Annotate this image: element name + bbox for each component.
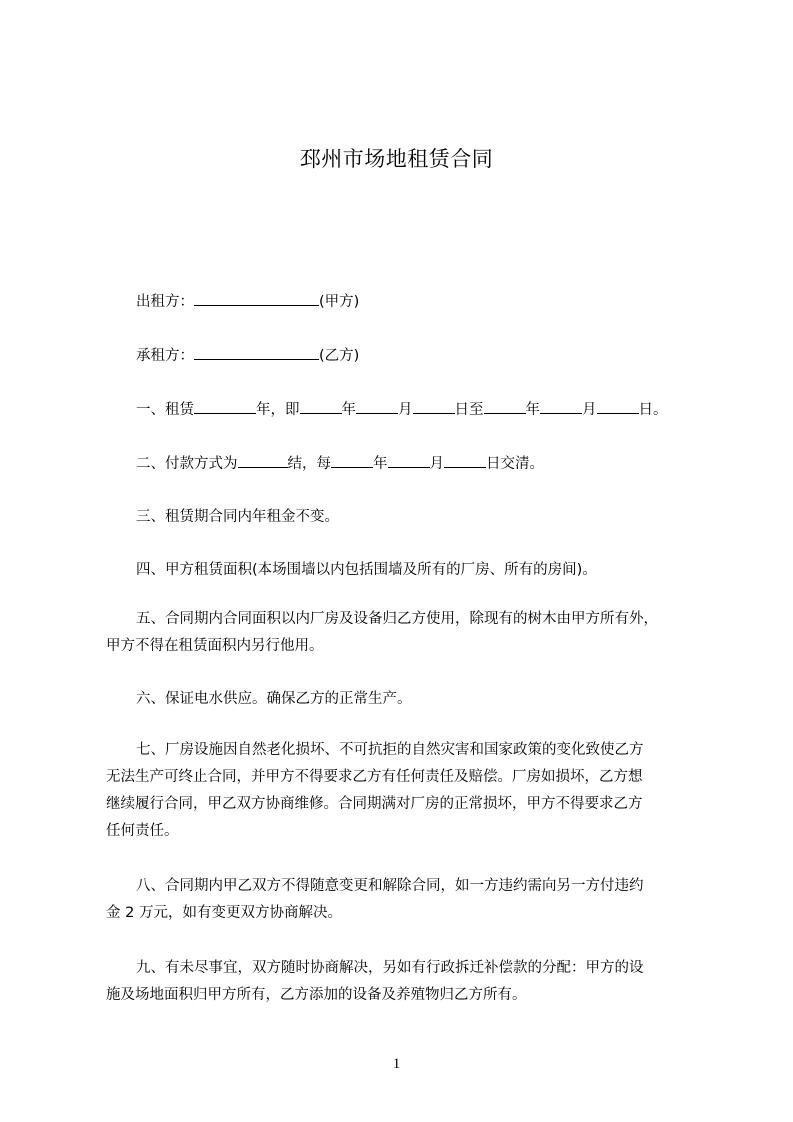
clause-1-text: 月	[582, 402, 597, 418]
clause-3: 三、租赁期合同内年租金不变。	[136, 509, 339, 525]
pay-year-blank[interactable]	[331, 454, 373, 468]
clause-2-text: 月	[429, 456, 444, 472]
clause-2-text: 结，每	[287, 456, 331, 472]
clause-8	[106, 873, 710, 927]
lessor-suffix: (甲方)	[319, 294, 360, 310]
lessor-label: 出租方：	[136, 294, 194, 310]
lessor-name-blank[interactable]	[194, 292, 319, 306]
clause-7-line: 继续履行合同，甲乙双方协商维修。合同期满对厂房的正常损坏，甲方不得要求乙方	[106, 796, 643, 812]
clause-6: 六、保证电水供应。确保乙方的正常生产。	[136, 691, 412, 707]
clause-1	[106, 400, 736, 419]
clause-2-text: 年	[373, 456, 388, 472]
clause-1-text: 年	[525, 402, 540, 418]
lessee-label: 承租方：	[136, 348, 194, 364]
pay-day-blank[interactable]	[444, 454, 486, 468]
lessor-line	[106, 292, 736, 311]
clause-4: 四、甲方租赁面积(本场围墙以内包括围墙及所有的厂房、所有的房间)。	[136, 562, 597, 578]
clause-7-line: 任何责任。	[106, 823, 179, 839]
clause-5	[106, 606, 710, 660]
page-number: 1	[392, 1056, 401, 1072]
lessee-line	[106, 346, 736, 365]
clause-1-text: 年	[341, 402, 356, 418]
clause-1-prefix: 一、租赁	[136, 402, 194, 418]
end-month-blank[interactable]	[540, 400, 582, 414]
clause-7-line: 无法生产可终止合同，并甲方不得要求乙方有任何责任及赔偿。厂房如损坏，乙方想	[106, 769, 643, 785]
clause-5-line: 五、合同期内合同面积以内厂房及设备归乙方使用，除现有的树木由甲方所有外，	[136, 611, 658, 627]
pay-month-blank[interactable]	[388, 454, 430, 468]
lessee-name-blank[interactable]	[194, 346, 319, 360]
clause-8-line: 金 2 万元，如有变更双方协商解决。	[106, 905, 342, 921]
clause-9	[106, 955, 710, 1009]
clause-1-text: 月	[398, 402, 413, 418]
start-month-blank[interactable]	[356, 400, 398, 414]
start-year-blank[interactable]	[300, 400, 342, 414]
clause-9-line: 九、有未尽事宜，双方随时协商解决，另如有行政拆迁补偿款的分配：甲方的设	[136, 960, 644, 976]
clause-5-line: 甲方不得在租赁面积内另行他用。	[106, 638, 324, 654]
clause-2-prefix: 二、付款方式为	[136, 456, 238, 472]
lease-years-blank[interactable]	[194, 400, 256, 414]
end-day-blank[interactable]	[597, 400, 639, 414]
clause-2	[106, 454, 736, 473]
lessee-suffix: (乙方)	[319, 348, 360, 364]
clause-1-text: 年，即	[256, 402, 300, 418]
clause-8-line: 八、合同期内甲乙双方不得随意变更和解除合同，如一方违约需向另一方付违约	[136, 878, 644, 894]
clause-1-text: 日至	[454, 402, 484, 418]
end-year-blank[interactable]	[484, 400, 526, 414]
clause-1-text: 日。	[638, 402, 668, 418]
clause-7	[106, 737, 710, 845]
start-day-blank[interactable]	[413, 400, 455, 414]
clause-7-line: 七、厂房设施因自然老化损坏、不可抗拒的自然灾害和国家政策的变化致使乙方	[136, 742, 644, 758]
settlement-type-blank[interactable]	[238, 454, 288, 468]
page-title: 邳州市场地租赁合同	[299, 147, 494, 171]
clause-9-line: 施及场地面积归甲方所有，乙方添加的设备及养殖物归乙方所有。	[106, 987, 527, 1003]
clause-2-text: 日交清。	[486, 456, 544, 472]
